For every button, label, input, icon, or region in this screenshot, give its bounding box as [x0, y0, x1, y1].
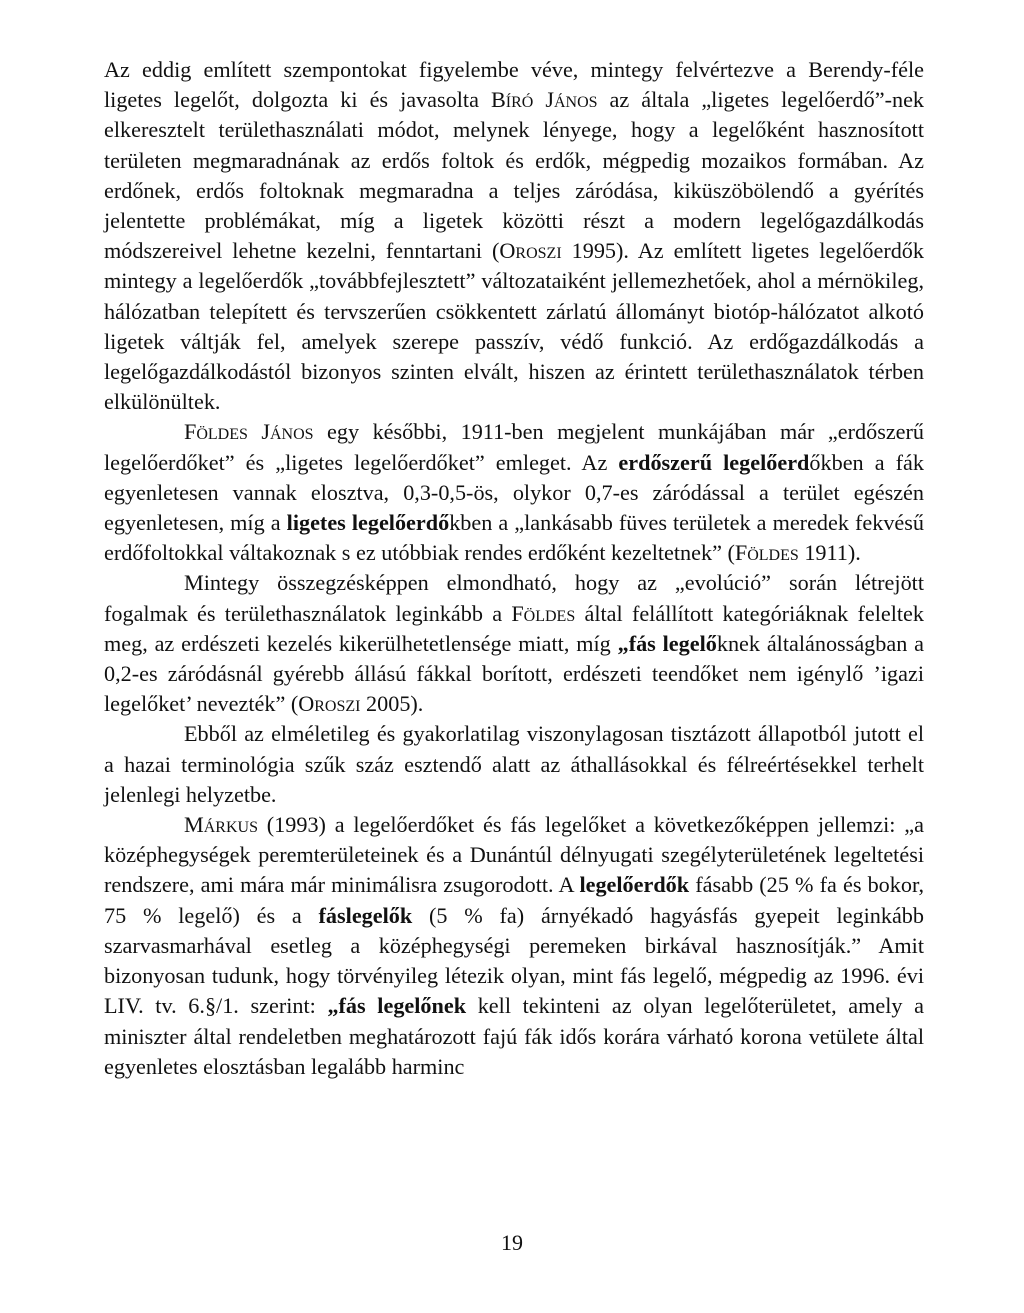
body-text	[104, 55, 924, 1082]
paragraph	[104, 568, 924, 719]
author-name: Földes János	[184, 419, 314, 445]
paragraph	[104, 417, 924, 568]
author-name: Földes	[511, 600, 576, 626]
paragraph	[104, 810, 924, 1082]
bold-term: erdőszerű legelőerd	[618, 449, 810, 475]
paragraph	[104, 719, 924, 810]
author-name: Bíró János	[490, 87, 598, 113]
bold-term: „fás legelő	[617, 630, 717, 656]
text-run: 1911).	[798, 540, 861, 566]
bold-term: „fás legelőnek	[327, 993, 467, 1019]
author-name: Oroszi	[499, 238, 562, 264]
bold-term: legelőerdők	[579, 872, 690, 898]
page-number: 19	[501, 1230, 523, 1255]
text-run: kell tekinteni az olyan legelőterületet, amely a miniszter által rendeletben meghatározott fajú fák idős korára várható korona vetülete által egyenletes elosztásban legalább harminc	[104, 993, 924, 1079]
bold-term: ligetes legelőerdő	[286, 510, 450, 536]
text-run: az általa „ligetes legelőerdő”-nek elkeresztelt területhasználati módot, melynek lényege, hogy a legelőként hasznosított területen megmaradnának az erdős foltok és erdők, mégpedig mozaikos formában. Az erdőnek, erdős foltoknak megmaradna a teljes záródása, kiküszöbölendő a gyérítés jelentette problémákat, míg a ligetek közötti részt a modern legelőgazdálkodás módszereivel lehetne kezelni, fenntartani (	[104, 87, 925, 264]
text-run: egy későbbi, 1911-ben megjelent munkájában már „erdőszerű legelőerdőket” és „ligetes legelőerdőket” emleget. Az	[104, 419, 925, 475]
text-run: knek általánosságban a 0,2-es záródásnál gyérebb állású fákkal borított, erdészeti teendőket nem igénylő ’igazi legelőket’ nevezték” (	[104, 630, 924, 717]
author-name: Földes	[734, 540, 799, 566]
text-run: kben a „lankásabb füves területek a meredek fekvésű erdőfoltokkal váltakoznak s ez utóbbiak rendes erdőként kezeltetnek” (	[104, 510, 925, 566]
text-run: fásabb (25 % fa és bokor, 75 % legelő) és a	[104, 872, 925, 928]
text-run: Ebből az elméletileg és gyakorlatilag viszonylagosan tisztázott állapotból jutott el a hazai terminológia szűk száz esztendő alatt az áthallásokkal és félreértésekkel terhelt jelenlegi helyzetbe.	[104, 721, 924, 807]
text-run: ő	[809, 449, 821, 475]
author-name: Oroszi	[298, 691, 361, 717]
text-run: (1993) a legelőerdőket és fás legelőket a következőképpen jellemzi: „a középhegységek peremterületeinek és a Dunántúl délnyugati szegélyterületének legeltetési rendszere, ami mára már minimálisra zsugorodott. A	[104, 812, 924, 898]
text-run: által felállított kategóriáknak feleltek meg, az erdészeti kezelés kikerülhetetlensége miatt, míg	[104, 600, 924, 656]
text-run: Az eddig említett szempontokat figyelembe véve, mintegy felvértezve a Berendy-féle ligetes legelőt, dolgozta ki és javasolta	[104, 57, 924, 113]
text-run: kben a fák egyenletesen vannak elosztva, 0,3-0,5-ös, olykor 0,7-es záródással a terület egészén egyenletesen, míg a	[104, 449, 924, 536]
text-run: 2005).	[360, 691, 424, 717]
text-run: (5 % fa) árnyékadó hagyásfás gyepeit leginkább szarvasmarhával esetleg a középhegységi peremeken birkával hasznosítják.” Amit bizonyosan tudunk, hogy törvényileg létezik olyan, mint fás legelő, mégpedig az 1996. évi LIV. tv. 6.§/1. szerint:	[104, 902, 924, 1019]
text-run: Mintegy összegzésképpen elmondható, hogy az „evolúció” során létrejött fogalmak és területhasználatok leginkább a	[104, 570, 924, 626]
bold-term: fáslegelők	[318, 902, 413, 928]
paragraph	[104, 55, 924, 417]
text-run: 1995). Az említett ligetes legelőerdők mintegy a legelőerdők „továbbfejlesztett” változataiként jellemezhetőek, ahol a mérnökileg, hálózatban telepített és tervszerűen csökkentett zárlatú állományt biotóp-hálózatot alkotó ligetek váltják fel, amelyek szerepe passzív, védő funkció. Az erdőgazdálkodás a legelőgazdálkodástól bizonyos szinten elvált, hiszen az érintett területhasználatok térben elkülönültek.	[104, 238, 924, 415]
author-name: Márkus	[184, 812, 258, 838]
